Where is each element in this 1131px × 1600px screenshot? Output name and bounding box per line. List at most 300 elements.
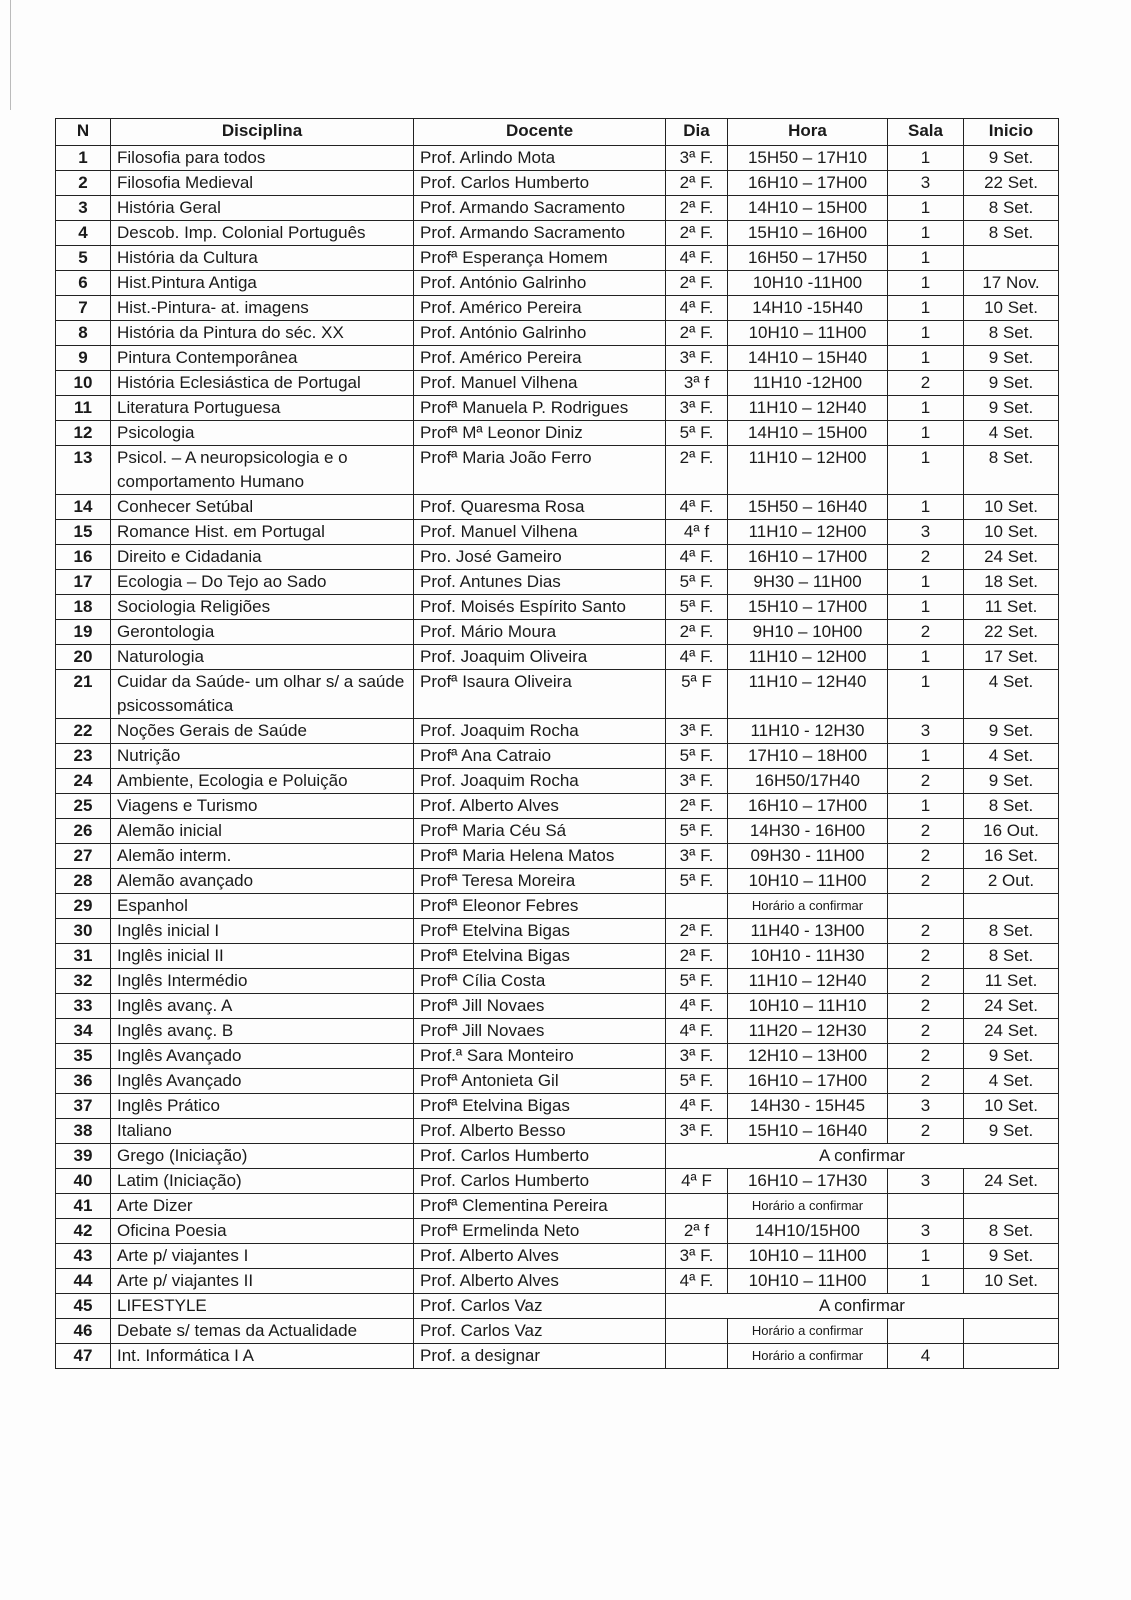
cell-docente: Profª Mª Leonor Diniz bbox=[414, 421, 666, 446]
schedule-table bbox=[55, 118, 1059, 1369]
cell-inicio: 24 Set. bbox=[964, 994, 1059, 1019]
cell-docente: Prof. Armando Sacramento bbox=[414, 221, 666, 246]
cell-dia: 3ª F. bbox=[666, 346, 728, 371]
cell-sala: 1 bbox=[888, 421, 964, 446]
cell-inicio: 16 Set. bbox=[964, 844, 1059, 869]
cell-dia: 3ª F. bbox=[666, 844, 728, 869]
cell-docente: Prof. António Galrinho bbox=[414, 271, 666, 296]
cell-sala: 1 bbox=[888, 570, 964, 595]
cell-hora: 10H10 – 11H00 bbox=[728, 321, 888, 346]
cell-disciplina: Psicol. – A neuropsicologia e o comportamento Humano bbox=[111, 446, 414, 495]
cell-sala: 1 bbox=[888, 246, 964, 271]
cell-dia: 3ª F. bbox=[666, 1044, 728, 1069]
cell-inicio: 9 Set. bbox=[964, 1119, 1059, 1144]
table-row bbox=[56, 894, 1059, 919]
cell-sala: 3 bbox=[888, 171, 964, 196]
cell-hora: 14H30 - 16H00 bbox=[728, 819, 888, 844]
cell-dia: 3ª F. bbox=[666, 396, 728, 421]
cell-number: 17 bbox=[56, 570, 111, 595]
cell-disciplina: Inglês Intermédio bbox=[111, 969, 414, 994]
cell-docente: Prof. Carlos Humberto bbox=[414, 171, 666, 196]
cell-docente: Prof. Manuel Vilhena bbox=[414, 371, 666, 396]
header-disciplina: Disciplina bbox=[111, 119, 414, 146]
cell-docente: Profª Etelvina Bigas bbox=[414, 919, 666, 944]
table-row bbox=[56, 1119, 1059, 1144]
cell-sala: 2 bbox=[888, 1069, 964, 1094]
cell-inicio: 11 Set. bbox=[964, 595, 1059, 620]
table-row bbox=[56, 1219, 1059, 1244]
header-docente: Docente bbox=[414, 119, 666, 146]
table-row bbox=[56, 869, 1059, 894]
cell-sala: 1 bbox=[888, 146, 964, 171]
cell-hora: 16H10 – 17H00 bbox=[728, 545, 888, 570]
cell-number: 5 bbox=[56, 246, 111, 271]
cell-disciplina: Arte Dizer bbox=[111, 1194, 414, 1219]
cell-disciplina: Ambiente, Ecologia e Poluição bbox=[111, 769, 414, 794]
cell-disciplina: Inglês inicial II bbox=[111, 944, 414, 969]
cell-sala: 1 bbox=[888, 296, 964, 321]
cell-number: 31 bbox=[56, 944, 111, 969]
table-row bbox=[56, 794, 1059, 819]
cell-inicio: 16 Out. bbox=[964, 819, 1059, 844]
cell-inicio: 4 Set. bbox=[964, 744, 1059, 769]
cell-dia: 3ª F. bbox=[666, 1244, 728, 1269]
cell-sala: 2 bbox=[888, 844, 964, 869]
cell-hora: 10H10 – 11H00 bbox=[728, 1269, 888, 1294]
cell-number: 12 bbox=[56, 421, 111, 446]
cell-inicio: 9 Set. bbox=[964, 396, 1059, 421]
cell-hora: 11H10 – 12H00 bbox=[728, 446, 888, 495]
cell-dia: 4ª F bbox=[666, 1169, 728, 1194]
cell-hora: 11H10 – 12H40 bbox=[728, 396, 888, 421]
cell-inicio bbox=[964, 1194, 1059, 1219]
cell-sala: 2 bbox=[888, 769, 964, 794]
cell-dia: 2ª F. bbox=[666, 620, 728, 645]
cell-dia: 2ª F. bbox=[666, 221, 728, 246]
table-row bbox=[56, 1169, 1059, 1194]
cell-sala: 3 bbox=[888, 719, 964, 744]
cell-docente: Prof. Manuel Vilhena bbox=[414, 520, 666, 545]
cell-docente: Prof. Carlos Vaz bbox=[414, 1294, 666, 1319]
cell-number: 40 bbox=[56, 1169, 111, 1194]
cell-disciplina: Viagens e Turismo bbox=[111, 794, 414, 819]
cell-dia: 2ª F. bbox=[666, 944, 728, 969]
cell-hora: 11H10 - 12H30 bbox=[728, 719, 888, 744]
cell-inicio: 10 Set. bbox=[964, 520, 1059, 545]
cell-disciplina: Arte p/ viajantes II bbox=[111, 1269, 414, 1294]
cell-disciplina: Alemão inicial bbox=[111, 819, 414, 844]
cell-inicio: 4 Set. bbox=[964, 421, 1059, 446]
cell-inicio: 24 Set. bbox=[964, 545, 1059, 570]
cell-sala: 2 bbox=[888, 869, 964, 894]
cell-inicio bbox=[964, 246, 1059, 271]
cell-sala: 1 bbox=[888, 321, 964, 346]
cell-docente: Prof. Carlos Humberto bbox=[414, 1144, 666, 1169]
cell-hora: 10H10 - 11H30 bbox=[728, 944, 888, 969]
cell-hora: 16H10 – 17H30 bbox=[728, 1169, 888, 1194]
cell-dia: 2ª F. bbox=[666, 271, 728, 296]
cell-number: 34 bbox=[56, 1019, 111, 1044]
cell-inicio: 4 Set. bbox=[964, 670, 1059, 719]
table-row bbox=[56, 1294, 1059, 1319]
table-row bbox=[56, 1319, 1059, 1344]
cell-docente: Profª Maria Céu Sá bbox=[414, 819, 666, 844]
cell-docente: Prof. Joaquim Oliveira bbox=[414, 645, 666, 670]
table-row bbox=[56, 719, 1059, 744]
cell-inicio: 9 Set. bbox=[964, 371, 1059, 396]
cell-number: 8 bbox=[56, 321, 111, 346]
cell-number: 33 bbox=[56, 994, 111, 1019]
table-row bbox=[56, 1044, 1059, 1069]
cell-docente: Prof. Antunes Dias bbox=[414, 570, 666, 595]
cell-hora: 10H10 -11H00 bbox=[728, 271, 888, 296]
cell-sala: 1 bbox=[888, 495, 964, 520]
cell-number: 19 bbox=[56, 620, 111, 645]
table-row bbox=[56, 421, 1059, 446]
cell-disciplina: Debate s/ temas da Actualidade bbox=[111, 1319, 414, 1344]
cell-docente: Profª Esperança Homem bbox=[414, 246, 666, 271]
cell-docente: Prof. Joaquim Rocha bbox=[414, 769, 666, 794]
cell-docente: Prof. Alberto Alves bbox=[414, 794, 666, 819]
cell-hora: 10H10 – 11H00 bbox=[728, 1244, 888, 1269]
cell-hora: 15H10 – 16H00 bbox=[728, 221, 888, 246]
cell-sala: 1 bbox=[888, 446, 964, 495]
cell-hora: 10H10 – 11H10 bbox=[728, 994, 888, 1019]
cell-docente: Prof. Alberto Besso bbox=[414, 1119, 666, 1144]
cell-sala: 3 bbox=[888, 520, 964, 545]
cell-disciplina: Grego (Iniciação) bbox=[111, 1144, 414, 1169]
cell-number: 7 bbox=[56, 296, 111, 321]
table-row bbox=[56, 1244, 1059, 1269]
cell-docente: Profª Maria Helena Matos bbox=[414, 844, 666, 869]
cell-sala: 3 bbox=[888, 1219, 964, 1244]
cell-inicio: 8 Set. bbox=[964, 1219, 1059, 1244]
cell-disciplina: Gerontologia bbox=[111, 620, 414, 645]
cell-docente: Prof.ª Sara Monteiro bbox=[414, 1044, 666, 1069]
cell-number: 23 bbox=[56, 744, 111, 769]
table-row bbox=[56, 744, 1059, 769]
cell-disciplina: Sociologia Religiões bbox=[111, 595, 414, 620]
cell-docente: Prof. Armando Sacramento bbox=[414, 196, 666, 221]
cell-dia: 5ª F. bbox=[666, 595, 728, 620]
cell-dia: 4ª f bbox=[666, 520, 728, 545]
cell-disciplina: Alemão interm. bbox=[111, 844, 414, 869]
cell-disciplina: Arte p/ viajantes I bbox=[111, 1244, 414, 1269]
cell-disciplina: Hist.-Pintura- at. imagens bbox=[111, 296, 414, 321]
cell-disciplina: Espanhol bbox=[111, 894, 414, 919]
cell-disciplina: Literatura Portuguesa bbox=[111, 396, 414, 421]
cell-docente: Prof. Moisés Espírito Santo bbox=[414, 595, 666, 620]
table-row bbox=[56, 994, 1059, 1019]
cell-dia: 2ª F. bbox=[666, 794, 728, 819]
cell-inicio: 10 Set. bbox=[964, 1094, 1059, 1119]
table-row bbox=[56, 844, 1059, 869]
cell-disciplina: História Geral bbox=[111, 196, 414, 221]
cell-inicio: 24 Set. bbox=[964, 1019, 1059, 1044]
table-row bbox=[56, 520, 1059, 545]
cell-disciplina: Naturologia bbox=[111, 645, 414, 670]
cell-number: 20 bbox=[56, 645, 111, 670]
cell-docente: Prof. a designar bbox=[414, 1344, 666, 1369]
cell-a-confirmar: A confirmar bbox=[666, 1144, 1059, 1169]
cell-inicio: 9 Set. bbox=[964, 719, 1059, 744]
cell-sala: 2 bbox=[888, 371, 964, 396]
cell-inicio: 9 Set. bbox=[964, 146, 1059, 171]
cell-docente: Profª Ana Catraio bbox=[414, 744, 666, 769]
table-row bbox=[56, 396, 1059, 421]
table-row bbox=[56, 446, 1059, 495]
cell-hora: 11H10 – 12H40 bbox=[728, 670, 888, 719]
cell-sala: 2 bbox=[888, 545, 964, 570]
cell-hora: 15H10 – 16H40 bbox=[728, 1119, 888, 1144]
table-row bbox=[56, 171, 1059, 196]
cell-sala: 1 bbox=[888, 645, 964, 670]
cell-disciplina: Nutrição bbox=[111, 744, 414, 769]
cell-number: 27 bbox=[56, 844, 111, 869]
cell-hora: Horário a confirmar bbox=[728, 894, 888, 919]
table-row bbox=[56, 545, 1059, 570]
cell-disciplina: Inglês Avançado bbox=[111, 1069, 414, 1094]
cell-number: 21 bbox=[56, 670, 111, 719]
cell-sala: 2 bbox=[888, 1119, 964, 1144]
cell-docente: Profª Ermelinda Neto bbox=[414, 1219, 666, 1244]
cell-disciplina: Inglês avanç. B bbox=[111, 1019, 414, 1044]
cell-inicio: 24 Set. bbox=[964, 1169, 1059, 1194]
cell-sala: 1 bbox=[888, 595, 964, 620]
cell-inicio: 8 Set. bbox=[964, 794, 1059, 819]
cell-number: 30 bbox=[56, 919, 111, 944]
cell-dia: 2ª F. bbox=[666, 321, 728, 346]
cell-hora: 12H10 – 13H00 bbox=[728, 1044, 888, 1069]
cell-dia: 3ª F. bbox=[666, 146, 728, 171]
cell-dia: 3ª f bbox=[666, 371, 728, 396]
cell-number: 9 bbox=[56, 346, 111, 371]
cell-number: 32 bbox=[56, 969, 111, 994]
cell-docente: Profª Eleonor Febres bbox=[414, 894, 666, 919]
cell-number: 14 bbox=[56, 495, 111, 520]
cell-dia bbox=[666, 1344, 728, 1369]
table-row bbox=[56, 346, 1059, 371]
cell-hora: 16H10 – 17H00 bbox=[728, 171, 888, 196]
cell-number: 6 bbox=[56, 271, 111, 296]
cell-inicio: 17 Set. bbox=[964, 645, 1059, 670]
cell-dia: 5ª F. bbox=[666, 1069, 728, 1094]
cell-hora: 17H10 – 18H00 bbox=[728, 744, 888, 769]
cell-inicio: 10 Set. bbox=[964, 495, 1059, 520]
cell-inicio: 10 Set. bbox=[964, 1269, 1059, 1294]
cell-sala: 1 bbox=[888, 271, 964, 296]
cell-sala bbox=[888, 1194, 964, 1219]
cell-sala: 2 bbox=[888, 1044, 964, 1069]
cell-sala bbox=[888, 894, 964, 919]
cell-inicio: 18 Set. bbox=[964, 570, 1059, 595]
cell-disciplina: Inglês Avançado bbox=[111, 1044, 414, 1069]
cell-number: 15 bbox=[56, 520, 111, 545]
table-row bbox=[56, 495, 1059, 520]
cell-number: 1 bbox=[56, 146, 111, 171]
cell-dia: 4ª F. bbox=[666, 994, 728, 1019]
cell-hora: 15H10 – 17H00 bbox=[728, 595, 888, 620]
cell-docente: Profª Teresa Moreira bbox=[414, 869, 666, 894]
cell-dia bbox=[666, 894, 728, 919]
cell-dia: 5ª F. bbox=[666, 744, 728, 769]
cell-disciplina: Inglês avanç. A bbox=[111, 994, 414, 1019]
cell-docente: Profª Etelvina Bigas bbox=[414, 1094, 666, 1119]
cell-number: 18 bbox=[56, 595, 111, 620]
cell-docente: Prof. Carlos Vaz bbox=[414, 1319, 666, 1344]
cell-number: 16 bbox=[56, 545, 111, 570]
cell-number: 42 bbox=[56, 1219, 111, 1244]
cell-docente: Prof. Américo Pereira bbox=[414, 346, 666, 371]
cell-sala: 1 bbox=[888, 396, 964, 421]
cell-hora: 16H10 – 17H00 bbox=[728, 1069, 888, 1094]
cell-disciplina: Cuidar da Saúde- um olhar s/ a saúde psicossomática bbox=[111, 670, 414, 719]
cell-docente: Prof. Alberto Alves bbox=[414, 1269, 666, 1294]
cell-disciplina: Inglês inicial I bbox=[111, 919, 414, 944]
cell-disciplina: História da Cultura bbox=[111, 246, 414, 271]
cell-hora: 14H30 - 15H45 bbox=[728, 1094, 888, 1119]
cell-hora: 11H10 -12H00 bbox=[728, 371, 888, 396]
cell-disciplina: Hist.Pintura Antiga bbox=[111, 271, 414, 296]
cell-hora: 15H50 – 16H40 bbox=[728, 495, 888, 520]
cell-dia: 3ª F. bbox=[666, 1119, 728, 1144]
table-row bbox=[56, 1069, 1059, 1094]
cell-inicio: 2 Out. bbox=[964, 869, 1059, 894]
cell-dia: 4ª F. bbox=[666, 1269, 728, 1294]
cell-dia: 5ª F. bbox=[666, 819, 728, 844]
cell-docente: Prof. Arlindo Mota bbox=[414, 146, 666, 171]
cell-docente: Profª Jill Novaes bbox=[414, 994, 666, 1019]
cell-inicio: 8 Set. bbox=[964, 446, 1059, 495]
cell-inicio bbox=[964, 1344, 1059, 1369]
cell-number: 39 bbox=[56, 1144, 111, 1169]
cell-dia: 2ª f bbox=[666, 1219, 728, 1244]
table-row bbox=[56, 620, 1059, 645]
cell-inicio: 9 Set. bbox=[964, 1044, 1059, 1069]
cell-dia bbox=[666, 1194, 728, 1219]
cell-sala: 2 bbox=[888, 994, 964, 1019]
cell-sala: 2 bbox=[888, 819, 964, 844]
cell-disciplina: Descob. Imp. Colonial Português bbox=[111, 221, 414, 246]
cell-dia: 5ª F. bbox=[666, 421, 728, 446]
cell-disciplina: História Eclesiástica de Portugal bbox=[111, 371, 414, 396]
cell-dia: 5ª F. bbox=[666, 869, 728, 894]
cell-hora: 14H10 -15H40 bbox=[728, 296, 888, 321]
header-sala: Sala bbox=[888, 119, 964, 146]
cell-docente: Prof. Alberto Alves bbox=[414, 1244, 666, 1269]
cell-inicio: 10 Set. bbox=[964, 296, 1059, 321]
cell-number: 4 bbox=[56, 221, 111, 246]
cell-sala: 1 bbox=[888, 1244, 964, 1269]
table-row bbox=[56, 1144, 1059, 1169]
cell-sala: 2 bbox=[888, 620, 964, 645]
table-row bbox=[56, 146, 1059, 171]
cell-dia: 4ª F. bbox=[666, 1094, 728, 1119]
cell-disciplina: Filosofia para todos bbox=[111, 146, 414, 171]
cell-number: 41 bbox=[56, 1194, 111, 1219]
cell-inicio: 17 Nov. bbox=[964, 271, 1059, 296]
table-row bbox=[56, 271, 1059, 296]
cell-number: 28 bbox=[56, 869, 111, 894]
cell-sala: 1 bbox=[888, 196, 964, 221]
cell-hora: 11H10 – 12H00 bbox=[728, 520, 888, 545]
table-row bbox=[56, 919, 1059, 944]
table-row bbox=[56, 969, 1059, 994]
header-inicio: Inicio bbox=[964, 119, 1059, 146]
cell-hora: Horário a confirmar bbox=[728, 1344, 888, 1369]
header-n: N bbox=[56, 119, 111, 146]
cell-sala: 2 bbox=[888, 944, 964, 969]
cell-hora: 14H10 – 15H40 bbox=[728, 346, 888, 371]
cell-number: 46 bbox=[56, 1319, 111, 1344]
cell-dia: 5ª F bbox=[666, 670, 728, 719]
cell-disciplina: Inglês Prático bbox=[111, 1094, 414, 1119]
cell-disciplina: Conhecer Setúbal bbox=[111, 495, 414, 520]
cell-dia: 3ª F. bbox=[666, 719, 728, 744]
cell-disciplina: Latim (Iniciação) bbox=[111, 1169, 414, 1194]
table-row bbox=[56, 645, 1059, 670]
cell-number: 36 bbox=[56, 1069, 111, 1094]
cell-number: 13 bbox=[56, 446, 111, 495]
cell-docente: Profª Cília Costa bbox=[414, 969, 666, 994]
cell-docente: Profª Manuela P. Rodrigues bbox=[414, 396, 666, 421]
cell-sala: 1 bbox=[888, 1269, 964, 1294]
cell-docente: Prof. Joaquim Rocha bbox=[414, 719, 666, 744]
cell-sala: 4 bbox=[888, 1344, 964, 1369]
cell-disciplina: Int. Informática I A bbox=[111, 1344, 414, 1369]
cell-hora: 9H30 – 11H00 bbox=[728, 570, 888, 595]
cell-inicio: 9 Set. bbox=[964, 346, 1059, 371]
header-hora: Hora bbox=[728, 119, 888, 146]
cell-docente: Profª Etelvina Bigas bbox=[414, 944, 666, 969]
table-row bbox=[56, 819, 1059, 844]
cell-inicio: 9 Set. bbox=[964, 1244, 1059, 1269]
table-row bbox=[56, 769, 1059, 794]
cell-number: 37 bbox=[56, 1094, 111, 1119]
cell-disciplina: História da Pintura do séc. XX bbox=[111, 321, 414, 346]
cell-dia: 4ª F. bbox=[666, 296, 728, 321]
cell-number: 35 bbox=[56, 1044, 111, 1069]
table-row bbox=[56, 1344, 1059, 1369]
scan-edge-line bbox=[10, 0, 11, 110]
cell-a-confirmar: A confirmar bbox=[666, 1294, 1059, 1319]
cell-sala: 2 bbox=[888, 1019, 964, 1044]
cell-inicio: 22 Set. bbox=[964, 620, 1059, 645]
cell-dia: 4ª F. bbox=[666, 645, 728, 670]
cell-number: 10 bbox=[56, 371, 111, 396]
cell-hora: 14H10 – 15H00 bbox=[728, 421, 888, 446]
table-row bbox=[56, 944, 1059, 969]
cell-hora: 09H30 - 11H00 bbox=[728, 844, 888, 869]
cell-dia: 3ª F. bbox=[666, 769, 728, 794]
cell-docente: Profª Jill Novaes bbox=[414, 1019, 666, 1044]
table-row bbox=[56, 196, 1059, 221]
cell-number: 47 bbox=[56, 1344, 111, 1369]
cell-sala: 1 bbox=[888, 346, 964, 371]
cell-hora: 14H10/15H00 bbox=[728, 1219, 888, 1244]
cell-sala: 1 bbox=[888, 744, 964, 769]
table-row bbox=[56, 1269, 1059, 1294]
header-dia: Dia bbox=[666, 119, 728, 146]
cell-hora: 15H50 – 17H10 bbox=[728, 146, 888, 171]
cell-number: 44 bbox=[56, 1269, 111, 1294]
cell-dia: 5ª F. bbox=[666, 969, 728, 994]
table-header-row bbox=[56, 119, 1059, 146]
cell-dia: 2ª F. bbox=[666, 446, 728, 495]
cell-inicio bbox=[964, 894, 1059, 919]
cell-hora: 9H10 – 10H00 bbox=[728, 620, 888, 645]
cell-inicio: 9 Set. bbox=[964, 769, 1059, 794]
